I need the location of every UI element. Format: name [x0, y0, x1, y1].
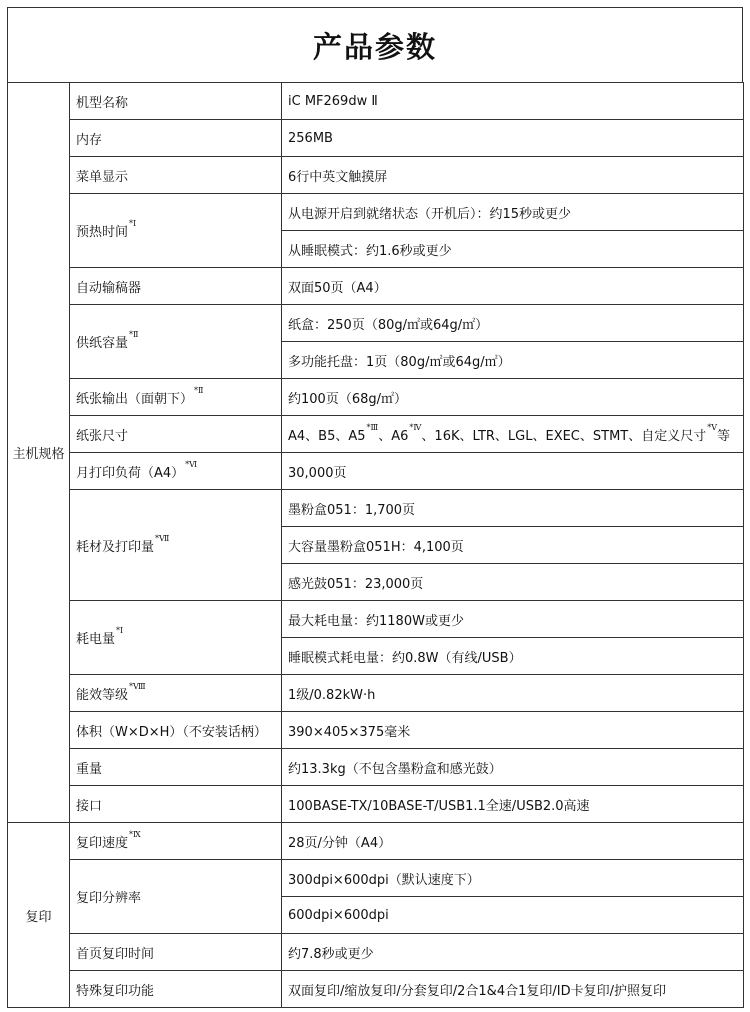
spec-label — [70, 268, 282, 305]
spec-value: 感光鼓051：23,000页 — [282, 564, 744, 601]
spec-label-text: 接口 — [76, 798, 103, 814]
spec-label — [70, 379, 282, 416]
spec-value: 约100页（68g/㎡） — [282, 379, 744, 416]
spec-label — [70, 934, 282, 971]
spec-label-text: 首页复印时间 — [76, 946, 155, 962]
table-row — [8, 453, 744, 490]
table-row — [8, 860, 744, 897]
spec-label — [70, 601, 282, 675]
spec-label — [70, 749, 282, 786]
footnote-marker: *Ⅶ — [155, 533, 170, 543]
spec-value: 大容量墨粉盒051H：4,100页 — [282, 527, 744, 564]
spec-label — [70, 194, 282, 268]
table-row — [8, 934, 744, 971]
footnote-marker: *Ⅷ — [129, 681, 146, 691]
footnote-marker: *Ⅸ — [129, 829, 141, 839]
spec-label-text: 特殊复印功能 — [76, 983, 155, 999]
table-row — [8, 675, 744, 712]
table-row — [8, 823, 744, 860]
footnote-marker: *Ⅱ — [194, 385, 204, 395]
spec-value: 100BASE-TX/10BASE-T/USB1.1全速/USB2.0高速 — [282, 786, 744, 823]
spec-value: 双面50页（A4） — [282, 268, 744, 305]
spec-value: 约7.8秒或更少 — [282, 934, 744, 971]
table-row — [8, 157, 744, 194]
spec-label — [70, 453, 282, 490]
spec-value: 28页/分钟（A4） — [282, 823, 744, 860]
footnote-marker: *Ⅱ — [129, 330, 139, 339]
spec-value: 多功能托盘：1页（80g/㎡或64g/㎡） — [282, 342, 744, 379]
spec-label-text: 体积（W×D×H）（不安装话柄） — [76, 724, 267, 740]
table-row — [8, 416, 744, 453]
spec-value: 256MB — [282, 120, 744, 157]
spec-label-text: 机型名称 — [76, 95, 129, 111]
spec-value: 纸盒：250页（80g/㎡或64g/㎡） — [282, 305, 744, 342]
spec-sheet — [7, 7, 743, 1008]
spec-label — [70, 490, 282, 601]
footnote-marker: *Ⅵ — [185, 459, 198, 469]
spec-label-text: 能效等级 — [76, 687, 129, 703]
spec-label — [70, 786, 282, 823]
spec-value: 390×405×375毫米 — [282, 712, 744, 749]
footnote-marker: *Ⅰ — [129, 219, 137, 228]
table-row — [8, 305, 744, 342]
table-row — [8, 971, 744, 1008]
footnote-marker: *Ⅴ — [707, 422, 718, 432]
page-title: 产品参数 — [7, 7, 743, 82]
spec-label-text: 菜单显示 — [76, 169, 129, 185]
table-row — [8, 194, 744, 231]
spec-value: 最大耗电量：约1180W或更少 — [282, 601, 744, 638]
table-row — [8, 379, 744, 416]
table-row — [8, 83, 744, 120]
spec-value: 双面复印/缩放复印/分套复印/2合1&4合1复印/ID卡复印/护照复印 — [282, 971, 744, 1008]
spec-value: iC MF269dw Ⅱ — [282, 83, 744, 120]
spec-label — [70, 860, 282, 934]
spec-label-text: 纸张输出（面朝下） — [76, 391, 194, 407]
spec-label-text: 预热时间 — [76, 225, 129, 240]
spec-label — [70, 712, 282, 749]
spec-label-text: 复印分辨率 — [76, 891, 142, 906]
spec-value: 6行中英文触摸屏 — [282, 157, 744, 194]
spec-label — [70, 305, 282, 379]
section-category: 主机规格 — [8, 83, 70, 823]
spec-label-text: 耗电量 — [76, 632, 116, 647]
table-row — [8, 120, 744, 157]
footnote-marker: *Ⅲ — [366, 422, 379, 432]
table-row — [8, 601, 744, 638]
spec-value: 300dpi×600dpi（默认速度下） — [282, 860, 744, 897]
spec-label — [70, 971, 282, 1008]
spec-label — [70, 416, 282, 453]
spec-value: 30,000页 — [282, 453, 744, 490]
spec-label-text: 重量 — [76, 761, 103, 777]
spec-label-text: 复印速度 — [76, 835, 129, 851]
spec-label — [70, 157, 282, 194]
table-row — [8, 712, 744, 749]
spec-label — [70, 83, 282, 120]
footnote-marker: *Ⅳ — [409, 422, 422, 432]
spec-label — [70, 823, 282, 860]
spec-label-text: 耗材及打印量 — [76, 539, 155, 555]
spec-value: 从睡眠模式：约1.6秒或更少 — [282, 231, 744, 268]
section-category: 复印 — [8, 823, 70, 1008]
spec-label-text: 供纸容量 — [76, 336, 129, 351]
spec-label — [70, 675, 282, 712]
spec-label-text: 月打印负荷（A4） — [76, 465, 185, 481]
spec-table — [7, 82, 744, 1008]
footnote-marker: *Ⅰ — [116, 626, 124, 635]
spec-value: 睡眠模式耗电量：约0.8W（有线/USB） — [282, 638, 744, 675]
table-row — [8, 749, 744, 786]
table-row — [8, 268, 744, 305]
spec-label-text: 纸张尺寸 — [76, 428, 129, 444]
spec-label-text: 自动输稿器 — [76, 280, 142, 296]
spec-value: 从电源开启到就绪状态（开机后）：约15秒或更少 — [282, 194, 744, 231]
spec-value: 墨粉盒051：1,700页 — [282, 490, 744, 527]
spec-value: 600dpi×600dpi — [282, 897, 744, 934]
spec-value: 约13.3kg（不包含墨粉盒和感光鼓） — [282, 749, 744, 786]
spec-label-text: 内存 — [76, 132, 103, 148]
spec-label — [70, 120, 282, 157]
spec-value: 1级/0.82kW·h — [282, 675, 744, 712]
table-row — [8, 786, 744, 823]
spec-value: A4、B5、$A5^{*Ⅲ}$、$A6^{*Ⅳ}$、16K、LTR、LGL、EXEC、STMT、自定义尺寸$^{*Ⅴ}$等 — [282, 416, 744, 453]
table-row — [8, 490, 744, 527]
